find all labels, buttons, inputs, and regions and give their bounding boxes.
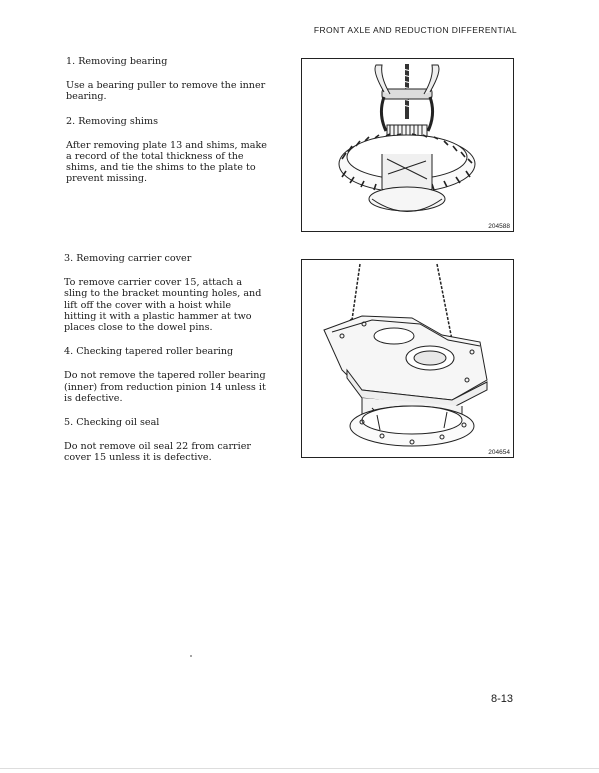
figure-carrier-cover-sling [301, 259, 514, 458]
section-body-removing-bearing: Use a bearing puller to remove the inner bearing. [66, 80, 266, 103]
figure-number: 204588 [488, 223, 510, 230]
section-heading-removing-carrier-cover: 3. Removing carrier cover [64, 253, 192, 264]
section-heading-removing-shims: 2. Removing shims [66, 115, 159, 127]
section-body-checking-roller-bearing: Do not remove the tapered roller bearing (inner) from reduction pinion 14 unless it is defective. [64, 370, 266, 404]
figure-bearing-puller [301, 58, 514, 232]
text-column-top [66, 56, 281, 198]
section-body-removing-shims: After removing plate 13 and shims, make a record of the total thickness of the shims, and tie the shims to the plate to prevent missing. [66, 139, 267, 185]
section-heading-removing-bearing: 1. Removing bearing [66, 56, 168, 67]
section-body-checking-oil-seal: Do not remove oil seal 22 from carrier cover 15 unless it is defective. [64, 441, 251, 464]
section-body-removing-carrier-cover: To remove carrier cover 15, attach a sling to the bracket mounting holes, and lift off the cover with a hoist while hitting it with a plastic hammer at two places close to the dowel pins. [64, 277, 262, 334]
bearing-puller-illustration [302, 59, 513, 231]
figure-number: 204654 [488, 449, 510, 456]
page-bottom-edge [0, 768, 599, 769]
print-speck [190, 655, 192, 657]
section-heading-checking-oil-seal: 5. Checking oil seal [64, 417, 160, 429]
text-column-bottom [64, 253, 280, 477]
running-header: FRONT AXLE AND REDUCTION DIFFERENTIAL [313, 25, 517, 35]
carrier-cover-illustration [302, 260, 513, 457]
page-number: 8-13 [490, 693, 513, 705]
section-heading-checking-roller-bearing: 4. Checking tapered roller bearing [64, 346, 234, 358]
